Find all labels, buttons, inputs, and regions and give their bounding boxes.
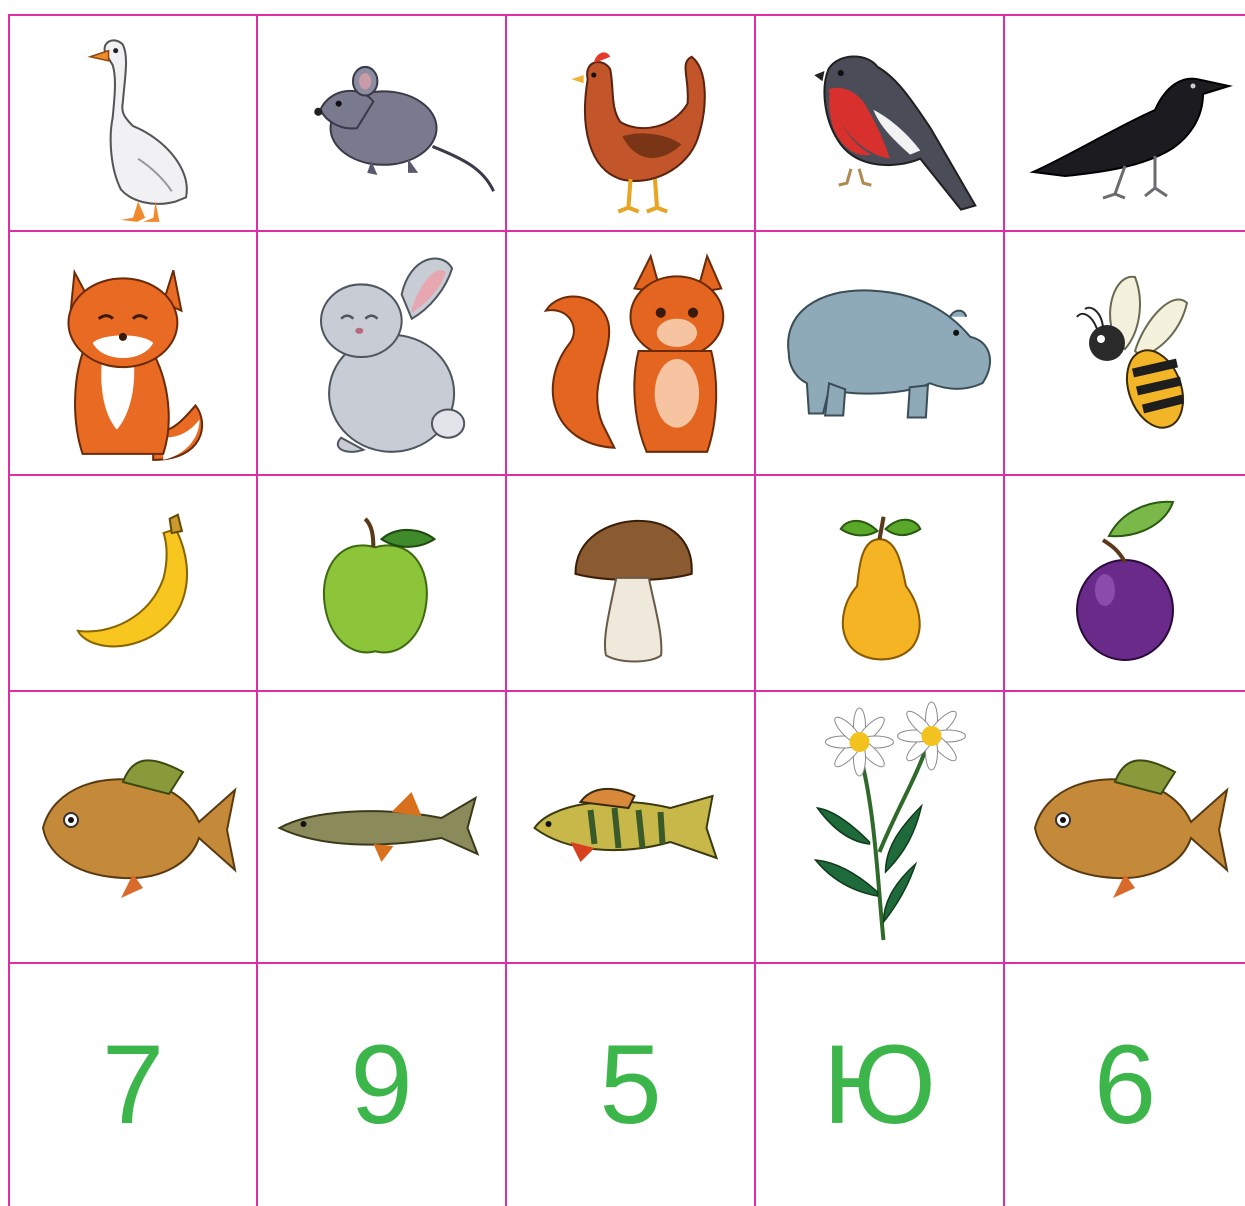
card-apple [258,476,505,690]
symbol-label: Ю [822,1022,937,1147]
symbol-label: 9 [350,1022,413,1147]
symbol-label: 6 [1093,1022,1157,1147]
card-crucian-2 [1005,692,1245,962]
card-banana [10,476,256,690]
card-pike [258,692,505,962]
bee-icon [1005,232,1245,474]
symbol-card-1 [10,964,256,1206]
card-fox [10,232,256,474]
squirrel-icon [507,232,754,474]
bullfinch-icon [756,16,1003,230]
card-squirrel [507,232,754,474]
plum-icon [1005,476,1245,690]
perch-icon [507,692,754,962]
card-perch [507,692,754,962]
crucian-fish-icon [1005,692,1245,962]
symbol-card-3 [507,964,754,1206]
card-mushroom [507,476,754,690]
hen-icon [507,16,754,230]
crucian-fish-icon [10,692,256,962]
card-pear [756,476,1003,690]
chamomile-icon [756,692,1003,962]
card-hen [507,16,754,230]
mouse-icon [258,16,505,230]
card-crow [1005,16,1245,230]
crow-icon [1005,16,1245,230]
card-plum [1005,476,1245,690]
hare-icon [258,232,505,474]
card-bee [1005,232,1245,474]
symbol-label: 7 [101,1022,165,1147]
goose-icon [10,16,256,230]
mushroom-icon [507,476,754,690]
card-mouse [258,16,505,230]
symbol-card-2 [258,964,505,1206]
pike-icon [258,692,505,962]
card-bullfinch [756,16,1003,230]
symbol-card-4 [756,964,1003,1206]
card-hippo [756,232,1003,474]
card-goose [10,16,256,230]
fox-icon [10,232,256,474]
symbol-label: 5 [599,1022,662,1147]
card-crucian-1 [10,692,256,962]
hippo-icon [756,232,1003,474]
card-hare [258,232,505,474]
apple-icon [258,476,505,690]
banana-icon [10,476,256,690]
pear-icon [756,476,1003,690]
card-chamomile [756,692,1003,962]
symbol-card-5 [1005,964,1245,1206]
